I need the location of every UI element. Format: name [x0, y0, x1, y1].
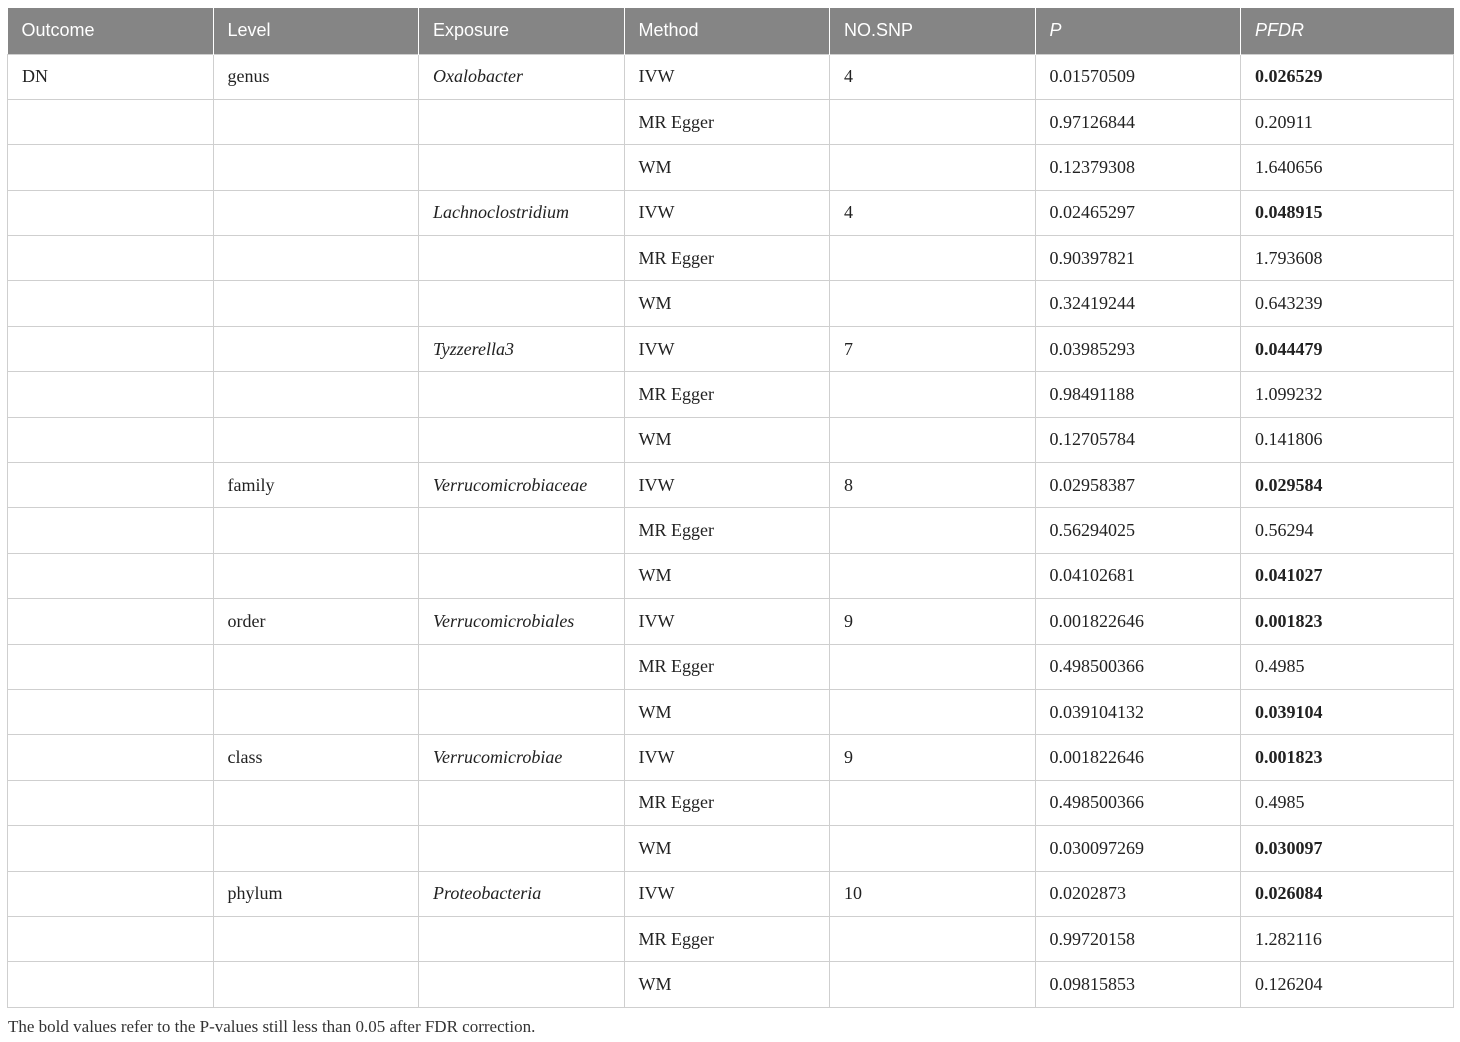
cell-pfdr: 0.56294 [1241, 508, 1454, 553]
header-pfdr: PFDR [1241, 8, 1454, 54]
cell-nsnp [830, 553, 1036, 598]
cell-exposure [419, 145, 625, 190]
cell-p: 0.030097269 [1035, 826, 1241, 871]
cell-level [213, 372, 419, 417]
cell-p: 0.0202873 [1035, 871, 1241, 916]
table-row [8, 553, 1454, 598]
cell-level: genus [213, 54, 419, 99]
cell-p: 0.498500366 [1035, 644, 1241, 689]
cell-pfdr: 0.001823 [1241, 599, 1454, 644]
header-nsnp: NO.SNP [830, 8, 1036, 54]
cell-p: 0.98491188 [1035, 372, 1241, 417]
cell-level [213, 99, 419, 144]
cell-outcome [8, 508, 214, 553]
cell-pfdr: 0.030097 [1241, 826, 1454, 871]
cell-level: phylum [213, 871, 419, 916]
cell-outcome [8, 826, 214, 871]
cell-nsnp [830, 644, 1036, 689]
cell-nsnp: 4 [830, 190, 1036, 235]
cell-p: 0.02958387 [1035, 463, 1241, 508]
cell-nsnp: 7 [830, 326, 1036, 371]
cell-method: IVW [624, 54, 830, 99]
cell-level [213, 417, 419, 462]
cell-nsnp: 9 [830, 599, 1036, 644]
cell-nsnp [830, 962, 1036, 1007]
cell-outcome [8, 689, 214, 734]
cell-method: WM [624, 962, 830, 1007]
cell-level: family [213, 463, 419, 508]
cell-method: IVW [624, 871, 830, 916]
cell-level [213, 962, 419, 1007]
cell-exposure [419, 962, 625, 1007]
table-body [8, 54, 1454, 1007]
cell-method: WM [624, 281, 830, 326]
table-row [8, 689, 1454, 734]
cell-pfdr: 1.793608 [1241, 236, 1454, 281]
table-row [8, 871, 1454, 916]
table-row [8, 463, 1454, 508]
cell-method: WM [624, 145, 830, 190]
cell-pfdr: 0.20911 [1241, 99, 1454, 144]
header-exposure: Exposure [419, 8, 625, 54]
cell-method: IVW [624, 599, 830, 644]
table-row [8, 916, 1454, 961]
cell-level [213, 281, 419, 326]
cell-p: 0.32419244 [1035, 281, 1241, 326]
cell-exposure [419, 916, 625, 961]
cell-outcome [8, 372, 214, 417]
cell-pfdr: 0.141806 [1241, 417, 1454, 462]
cell-nsnp [830, 689, 1036, 734]
results-table-container [7, 8, 1453, 1008]
cell-pfdr: 0.4985 [1241, 780, 1454, 825]
cell-p: 0.01570509 [1035, 54, 1241, 99]
table-row [8, 599, 1454, 644]
cell-level [213, 508, 419, 553]
cell-outcome [8, 553, 214, 598]
cell-nsnp [830, 145, 1036, 190]
cell-pfdr: 0.026084 [1241, 871, 1454, 916]
table-row [8, 826, 1454, 871]
cell-p: 0.001822646 [1035, 735, 1241, 780]
cell-nsnp [830, 780, 1036, 825]
cell-method: MR Egger [624, 236, 830, 281]
table-row [8, 190, 1454, 235]
cell-level [213, 236, 419, 281]
table-row [8, 644, 1454, 689]
cell-outcome [8, 463, 214, 508]
header-outcome: Outcome [8, 8, 214, 54]
cell-p: 0.001822646 [1035, 599, 1241, 644]
cell-method: MR Egger [624, 508, 830, 553]
cell-level [213, 326, 419, 371]
table-row [8, 99, 1454, 144]
cell-p: 0.12379308 [1035, 145, 1241, 190]
cell-exposure: Verrucomicrobiaceae [419, 463, 625, 508]
table-row [8, 508, 1454, 553]
cell-outcome [8, 99, 214, 144]
cell-nsnp: 4 [830, 54, 1036, 99]
cell-p: 0.02465297 [1035, 190, 1241, 235]
cell-nsnp [830, 916, 1036, 961]
cell-outcome [8, 281, 214, 326]
header-method: Method [624, 8, 830, 54]
cell-level [213, 916, 419, 961]
cell-exposure [419, 644, 625, 689]
cell-outcome [8, 962, 214, 1007]
cell-nsnp: 8 [830, 463, 1036, 508]
cell-p: 0.97126844 [1035, 99, 1241, 144]
table-header [8, 8, 1454, 54]
cell-method: WM [624, 689, 830, 734]
cell-p: 0.498500366 [1035, 780, 1241, 825]
cell-method: MR Egger [624, 916, 830, 961]
table-row [8, 54, 1454, 99]
cell-p: 0.09815853 [1035, 962, 1241, 1007]
cell-method: IVW [624, 463, 830, 508]
cell-exposure [419, 372, 625, 417]
cell-level [213, 553, 419, 598]
table-row [8, 780, 1454, 825]
cell-outcome [8, 735, 214, 780]
mr-results-table [7, 8, 1454, 1008]
cell-nsnp [830, 508, 1036, 553]
cell-outcome [8, 417, 214, 462]
cell-nsnp [830, 826, 1036, 871]
cell-exposure [419, 99, 625, 144]
table-row [8, 326, 1454, 371]
cell-p: 0.56294025 [1035, 508, 1241, 553]
cell-pfdr: 0.643239 [1241, 281, 1454, 326]
table-row [8, 735, 1454, 780]
cell-p: 0.90397821 [1035, 236, 1241, 281]
cell-exposure: Verrucomicrobiales [419, 599, 625, 644]
cell-nsnp [830, 281, 1036, 326]
cell-level [213, 644, 419, 689]
cell-exposure [419, 236, 625, 281]
cell-pfdr: 0.026529 [1241, 54, 1454, 99]
table-row [8, 372, 1454, 417]
cell-level [213, 689, 419, 734]
cell-outcome [8, 145, 214, 190]
cell-method: IVW [624, 735, 830, 780]
cell-exposure: Lachnoclostridium [419, 190, 625, 235]
cell-method: MR Egger [624, 372, 830, 417]
cell-pfdr: 1.099232 [1241, 372, 1454, 417]
cell-outcome [8, 190, 214, 235]
cell-level [213, 145, 419, 190]
cell-p: 0.04102681 [1035, 553, 1241, 598]
cell-level [213, 826, 419, 871]
cell-outcome [8, 780, 214, 825]
cell-method: MR Egger [624, 644, 830, 689]
cell-exposure [419, 780, 625, 825]
cell-method: WM [624, 826, 830, 871]
cell-pfdr: 0.126204 [1241, 962, 1454, 1007]
cell-p: 0.03985293 [1035, 326, 1241, 371]
cell-exposure [419, 826, 625, 871]
cell-nsnp: 9 [830, 735, 1036, 780]
table-footnote: The bold values refer to the P-values still less than 0.05 after FDR correction. [8, 1017, 536, 1036]
cell-p: 0.12705784 [1035, 417, 1241, 462]
cell-p: 0.039104132 [1035, 689, 1241, 734]
header-p: P [1035, 8, 1241, 54]
cell-outcome [8, 644, 214, 689]
cell-method: IVW [624, 326, 830, 371]
cell-pfdr: 0.048915 [1241, 190, 1454, 235]
cell-method: WM [624, 553, 830, 598]
table-row [8, 281, 1454, 326]
table-row [8, 417, 1454, 462]
header-level: Level [213, 8, 419, 54]
cell-method: IVW [624, 190, 830, 235]
cell-level [213, 780, 419, 825]
cell-outcome [8, 916, 214, 961]
cell-exposure: Tyzzerella3 [419, 326, 625, 371]
cell-outcome [8, 326, 214, 371]
cell-pfdr: 0.029584 [1241, 463, 1454, 508]
cell-exposure: Proteobacteria [419, 871, 625, 916]
cell-level: class [213, 735, 419, 780]
cell-pfdr: 0.041027 [1241, 553, 1454, 598]
cell-pfdr: 0.4985 [1241, 644, 1454, 689]
table-row [8, 236, 1454, 281]
table-row [8, 962, 1454, 1007]
cell-outcome [8, 599, 214, 644]
cell-outcome: DN [8, 54, 214, 99]
cell-exposure [419, 553, 625, 598]
cell-level [213, 190, 419, 235]
cell-p: 0.99720158 [1035, 916, 1241, 961]
cell-outcome [8, 871, 214, 916]
cell-pfdr: 1.282116 [1241, 916, 1454, 961]
cell-nsnp [830, 372, 1036, 417]
cell-method: MR Egger [624, 99, 830, 144]
cell-pfdr: 0.001823 [1241, 735, 1454, 780]
cell-nsnp [830, 417, 1036, 462]
table-row [8, 145, 1454, 190]
cell-level: order [213, 599, 419, 644]
cell-nsnp [830, 236, 1036, 281]
cell-exposure [419, 417, 625, 462]
cell-pfdr: 0.039104 [1241, 689, 1454, 734]
cell-exposure: Verrucomicrobiae [419, 735, 625, 780]
cell-nsnp: 10 [830, 871, 1036, 916]
cell-method: MR Egger [624, 780, 830, 825]
cell-exposure [419, 281, 625, 326]
cell-pfdr: 1.640656 [1241, 145, 1454, 190]
cell-pfdr: 0.044479 [1241, 326, 1454, 371]
cell-outcome [8, 236, 214, 281]
cell-exposure [419, 508, 625, 553]
cell-nsnp [830, 99, 1036, 144]
cell-exposure [419, 689, 625, 734]
cell-exposure: Oxalobacter [419, 54, 625, 99]
cell-method: WM [624, 417, 830, 462]
header-row [8, 8, 1454, 54]
